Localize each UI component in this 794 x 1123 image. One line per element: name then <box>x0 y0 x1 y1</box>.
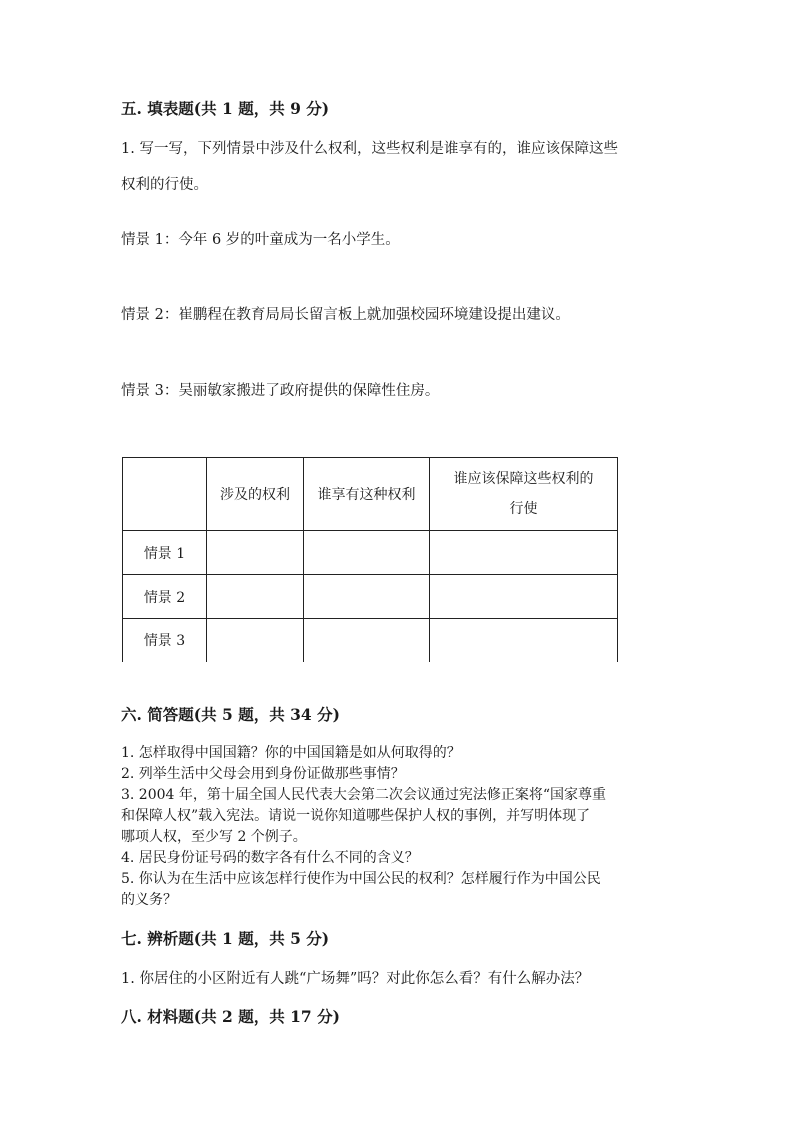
section6-title: 六. 简答题(共 5 题，共 34 分) <box>121 705 340 724</box>
section6-q5-line1: 5. 你认为在生活中应该怎样行使作为中国公民的权利？怎样履行作为中国公民 <box>121 871 601 887</box>
section6-q3-line2: 和保障人权”载入宪法。请说一说你知道哪些保护人权的事例，并写明体现了 <box>121 808 591 824</box>
table-header-guarantor <box>430 458 618 531</box>
table-corner-cell <box>123 458 207 531</box>
scene-2-text: 情景 2：崔鹏程在教育局局长留言板上就加强校园环境建设提出建议。 <box>121 307 570 323</box>
table-cell-blank <box>304 575 430 619</box>
table-row-label: 情景 3 <box>123 619 207 662</box>
fill-in-table <box>122 457 618 662</box>
table-cell-blank <box>430 575 618 619</box>
section7-q1: 1. 你居住的小区附近有人跳“广场舞”吗？对此你怎么看？有什么解办法？ <box>121 971 590 987</box>
table-header-holder: 谁享有这种权利 <box>304 458 430 531</box>
table-row <box>123 619 618 662</box>
section6-q3-line1: 3. 2004 年，第十届全国人民代表大会第二次会议通过宪法修正案将“国家尊重 <box>121 787 607 803</box>
section5-q1-line1: 1. 写一写，下列情景中涉及什么权利，这些权利是谁享有的，谁应该保障这些 <box>121 141 618 157</box>
table-cell-blank <box>304 619 430 662</box>
table-cell-blank <box>430 619 618 662</box>
table-cell-blank <box>207 575 304 619</box>
table-header-rights: 涉及的权利 <box>207 458 304 531</box>
section8-title: 八. 材料题(共 2 题，共 17 分) <box>121 1007 340 1026</box>
table-cell-blank <box>304 531 430 575</box>
table-header-row <box>123 458 618 531</box>
section6-q3-line3: 哪项人权，至少写 2 个例子。 <box>121 829 307 845</box>
table-header-guarantor-line1: 谁应该保障这些权利的 <box>453 471 594 487</box>
table-cell-blank <box>207 531 304 575</box>
scene-1-text: 情景 1：今年 6 岁的叶童成为一名小学生。 <box>121 232 400 248</box>
table-row-label: 情景 1 <box>123 531 207 575</box>
section5-title: 五. 填表题(共 1 题，共 9 分) <box>121 99 330 118</box>
section6-q4: 4. 居民身份证号码的数字各有什么不同的含义？ <box>121 850 419 866</box>
section6-q5-line2: 的义务？ <box>121 892 177 908</box>
section6-q2: 2. 列举生活中父母会用到身份证做那些事情？ <box>121 766 405 782</box>
table-header-guarantor-line2: 行使 <box>509 501 538 517</box>
section5-q1-line2: 权利的行使。 <box>121 177 208 193</box>
scene-3-text: 情景 3：吴丽敏家搬进了政府提供的保障性住房。 <box>121 383 440 399</box>
section6-q1: 1. 怎样取得中国国籍？你的中国国籍是如从何取得的？ <box>121 745 461 761</box>
section7-title: 七. 辨析题(共 1 题，共 5 分) <box>121 929 330 948</box>
table-cell-blank <box>207 619 304 662</box>
table-row <box>123 531 618 575</box>
table-cell-blank <box>430 531 618 575</box>
table-row-label: 情景 2 <box>123 575 207 619</box>
table-row <box>123 575 618 619</box>
